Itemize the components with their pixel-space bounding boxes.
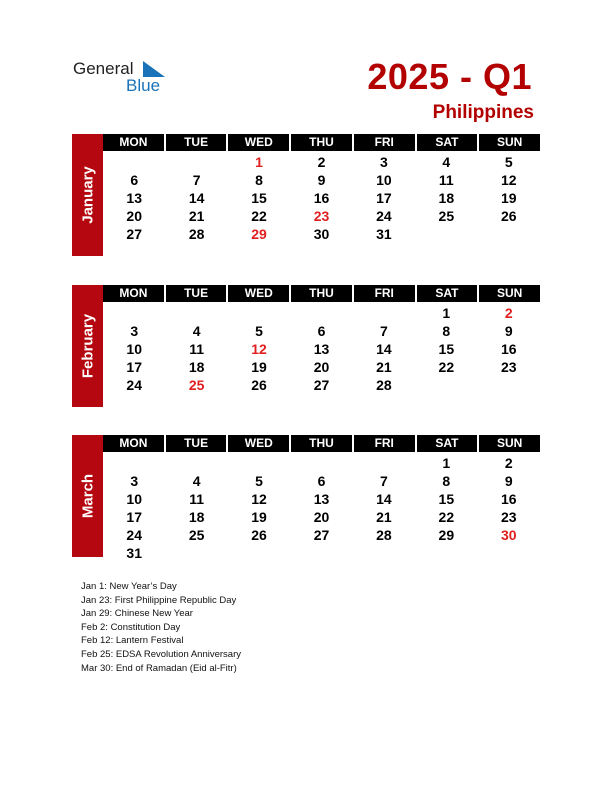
- empty-day-cell: [353, 454, 415, 472]
- empty-day-cell: [103, 454, 165, 472]
- week-row: [103, 454, 540, 472]
- day-cell: 22: [251, 208, 267, 224]
- weekday-sat: SAT: [417, 285, 478, 302]
- day-cell: 22: [438, 359, 455, 375]
- day-cell: 8: [442, 473, 451, 489]
- day-cell: 24: [126, 527, 142, 543]
- week-row: [103, 153, 540, 171]
- week-row: [103, 340, 540, 358]
- month-name: March: [79, 473, 96, 519]
- day-cell: 6: [317, 323, 326, 339]
- day-cell: 29: [251, 226, 267, 242]
- day-cell: 10: [126, 341, 142, 357]
- country-name: Philippines: [432, 102, 534, 123]
- day-cell: 25: [438, 208, 455, 224]
- day-cell: 20: [126, 208, 142, 224]
- empty-day-cell: [478, 376, 540, 394]
- empty-day-cell: [478, 225, 540, 243]
- day-cell: 4: [192, 323, 201, 339]
- weekday-header: [103, 435, 540, 452]
- day-cell: 23: [500, 359, 517, 375]
- day-cell: 14: [376, 341, 392, 357]
- day-cell: 25: [188, 527, 205, 543]
- day-cell: 4: [442, 154, 451, 170]
- week-row: [103, 225, 540, 243]
- day-cell: 8: [442, 323, 451, 339]
- holiday-note: Jan 23: First Philippine Republic Day: [81, 594, 237, 606]
- day-cell: 1: [442, 305, 451, 321]
- day-cell: 5: [504, 154, 513, 170]
- empty-day-cell: [103, 153, 165, 171]
- holiday-note: Feb 12: Lantern Festival: [81, 635, 184, 647]
- day-cell: 7: [380, 473, 388, 489]
- day-cell: 22: [438, 509, 455, 525]
- empty-day-cell: [290, 454, 352, 472]
- empty-day-cell: [165, 153, 227, 171]
- holiday-note: Jan 1: New Year’s Day: [81, 581, 177, 592]
- day-cell: 12: [251, 341, 267, 357]
- month-name: January: [79, 166, 96, 224]
- holiday-note: Feb 2: Constitution Day: [81, 621, 181, 633]
- weekday-tue: TUE: [166, 134, 227, 151]
- weekday-wed: WED: [228, 285, 289, 302]
- day-cell: 24: [376, 208, 392, 224]
- day-cell: 2: [317, 154, 326, 170]
- day-cell: 16: [313, 190, 330, 206]
- day-cell: 15: [251, 190, 267, 206]
- week-row: [103, 526, 540, 544]
- week-row: [103, 322, 540, 340]
- holiday-notes: [81, 580, 241, 675]
- week-row: [103, 472, 540, 490]
- empty-day-cell: [165, 304, 227, 322]
- day-cell: 5: [255, 323, 263, 339]
- day-cell: 26: [500, 208, 517, 224]
- day-cell: 13: [126, 190, 142, 206]
- week-row: [103, 207, 540, 225]
- day-cell: 15: [438, 491, 455, 507]
- day-cell: 13: [313, 491, 330, 507]
- day-cell: 6: [130, 172, 139, 188]
- day-cell: 8: [255, 172, 263, 188]
- day-cell: 28: [376, 377, 392, 393]
- weekday-sun: SUN: [479, 285, 540, 302]
- empty-day-cell: [165, 544, 227, 562]
- week-row: [103, 376, 540, 394]
- month-label-tab: [72, 435, 103, 557]
- day-cell: 23: [313, 208, 330, 224]
- week-row: [103, 358, 540, 376]
- weekday-tue: TUE: [166, 285, 227, 302]
- day-cell: 17: [376, 190, 392, 206]
- day-cell: 21: [188, 208, 205, 224]
- generalblue-logo: [73, 59, 173, 99]
- day-cell: 9: [504, 473, 513, 489]
- holiday-note: Jan 29: Chinese New Year: [81, 608, 193, 620]
- empty-day-cell: [353, 544, 415, 562]
- weekday-wed: WED: [228, 134, 289, 151]
- weekday-sat: SAT: [417, 435, 478, 452]
- weekday-mon: MON: [103, 435, 164, 452]
- week-row: [103, 544, 540, 562]
- day-cell: 1: [255, 154, 263, 170]
- month-grid: [103, 285, 540, 394]
- day-cell: 31: [376, 226, 392, 242]
- day-cell: 12: [251, 491, 267, 507]
- day-cell: 24: [126, 377, 142, 393]
- day-cell: 19: [500, 190, 517, 206]
- weekday-sun: SUN: [479, 134, 540, 151]
- empty-day-cell: [165, 454, 227, 472]
- day-cell: 26: [251, 527, 267, 543]
- day-cell: 10: [376, 172, 392, 188]
- empty-day-cell: [415, 225, 477, 243]
- week-row: [103, 171, 540, 189]
- day-cell: 16: [500, 491, 517, 507]
- day-cell: 13: [313, 341, 330, 357]
- day-cell: 30: [313, 226, 330, 242]
- day-cell: 19: [251, 359, 267, 375]
- day-cell: 2: [504, 305, 513, 321]
- day-cell: 17: [126, 509, 142, 525]
- week-row: [103, 304, 540, 322]
- empty-day-cell: [228, 544, 290, 562]
- day-cell: 9: [317, 172, 326, 188]
- day-cell: 11: [189, 491, 205, 507]
- month-label-tab: [72, 134, 103, 256]
- month-name: February: [79, 313, 96, 379]
- weekday-fri: FRI: [354, 134, 415, 151]
- page-title: 2025 - Q1: [367, 56, 532, 97]
- weekday-fri: FRI: [354, 435, 415, 452]
- day-cell: 27: [126, 226, 142, 242]
- day-cell: 3: [380, 154, 388, 170]
- empty-day-cell: [103, 304, 165, 322]
- day-cell: 15: [438, 341, 455, 357]
- day-cell: 31: [126, 545, 142, 561]
- day-cell: 12: [500, 172, 517, 188]
- weekday-header: [103, 134, 540, 151]
- logo-triangle-icon: [143, 61, 165, 77]
- day-cell: 21: [376, 359, 392, 375]
- weekday-thu: THU: [291, 285, 352, 302]
- week-row: [103, 490, 540, 508]
- empty-day-cell: [290, 304, 352, 322]
- day-cell: 4: [192, 473, 201, 489]
- empty-day-cell: [228, 304, 290, 322]
- week-row: [103, 189, 540, 207]
- day-cell: 9: [504, 323, 513, 339]
- holiday-note: Feb 25: EDSA Revolution Anniversary: [81, 648, 242, 660]
- weekday-mon: MON: [103, 285, 164, 302]
- day-cell: 18: [188, 509, 205, 525]
- day-cell: 18: [188, 359, 205, 375]
- empty-day-cell: [353, 304, 415, 322]
- weekday-sat: SAT: [417, 134, 478, 151]
- day-cell: 23: [500, 509, 517, 525]
- weekday-header: [103, 285, 540, 302]
- day-cell: 30: [500, 527, 517, 543]
- day-cell: 27: [313, 377, 330, 393]
- day-cell: 28: [376, 527, 392, 543]
- day-cell: 3: [130, 323, 139, 339]
- day-cell: 14: [188, 190, 205, 206]
- logo-blue-text: Blue: [126, 76, 161, 95]
- day-cell: 10: [126, 491, 142, 507]
- day-cell: 17: [126, 359, 142, 375]
- month-grid: [103, 435, 540, 562]
- day-cell: 27: [313, 527, 330, 543]
- day-cell: 11: [438, 172, 454, 188]
- day-cell: 21: [376, 509, 392, 525]
- logo-general-text: General: [73, 59, 134, 78]
- month-grid: [103, 134, 540, 243]
- week-row: [103, 508, 540, 526]
- weekday-fri: FRI: [354, 285, 415, 302]
- day-cell: 28: [188, 226, 205, 242]
- day-cell: 20: [313, 509, 330, 525]
- weekday-thu: THU: [291, 435, 352, 452]
- weekday-thu: THU: [291, 134, 352, 151]
- day-cell: 6: [317, 473, 326, 489]
- holiday-note: Mar 30: End of Ramadan (Eid al-Fitr): [81, 662, 237, 674]
- weekday-tue: TUE: [166, 435, 227, 452]
- day-cell: 3: [130, 473, 139, 489]
- weekday-sun: SUN: [479, 435, 540, 452]
- empty-day-cell: [415, 376, 477, 394]
- day-cell: 25: [188, 377, 205, 393]
- month-label-tab: [72, 285, 103, 407]
- day-cell: 7: [192, 172, 201, 188]
- empty-day-cell: [290, 544, 352, 562]
- day-cell: 1: [442, 455, 451, 471]
- day-cell: 19: [251, 509, 267, 525]
- day-cell: 11: [189, 341, 205, 357]
- empty-day-cell: [415, 544, 477, 562]
- day-cell: 7: [380, 323, 388, 339]
- weekday-mon: MON: [103, 134, 164, 151]
- day-cell: 16: [500, 341, 517, 357]
- day-cell: 2: [504, 455, 513, 471]
- day-cell: 18: [438, 190, 455, 206]
- empty-day-cell: [478, 544, 540, 562]
- empty-day-cell: [228, 454, 290, 472]
- day-cell: 20: [313, 359, 330, 375]
- day-cell: 29: [438, 527, 455, 543]
- day-cell: 26: [251, 377, 267, 393]
- day-cell: 5: [255, 473, 263, 489]
- day-cell: 14: [376, 491, 392, 507]
- weekday-wed: WED: [228, 435, 289, 452]
